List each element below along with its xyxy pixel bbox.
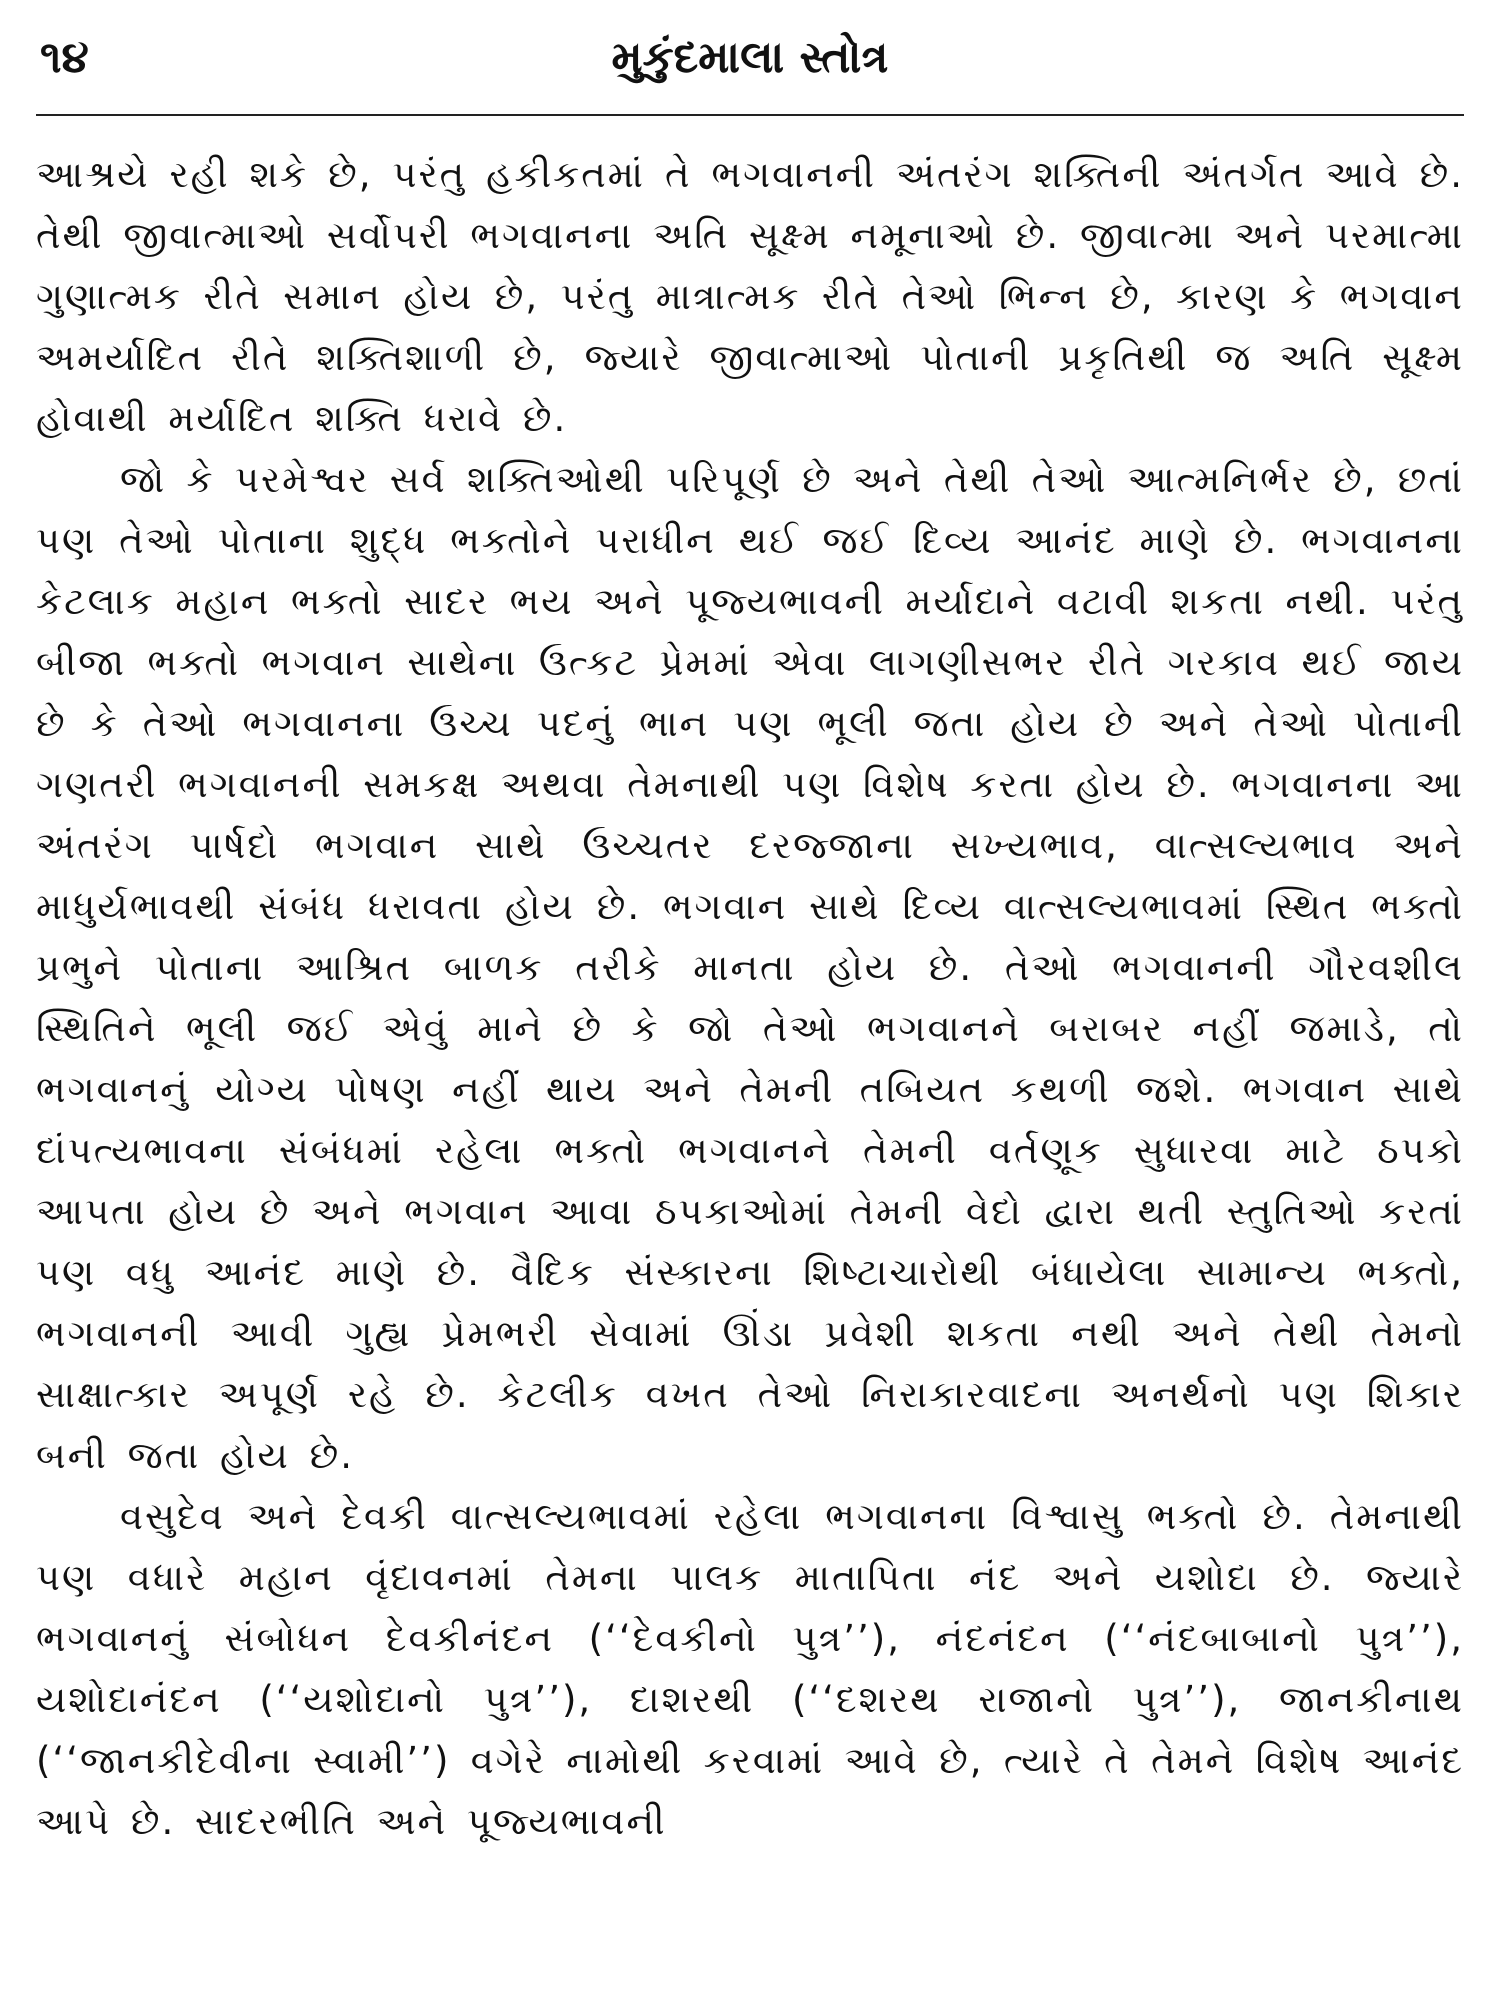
- header-divider: [36, 114, 1464, 116]
- page-title: મુકુંદમાલા સ્તોત્ર: [611, 32, 889, 83]
- paragraph-3: વસુદેવ અને દેવકી વાત્સલ્યભાવમાં રહેલા ભગવાનના વિશ્વાસુ ભક્તો છે. તેમનાથી પણ વધારે મહાન વૃંદાવનમાં તેમના પાલક માતાપિતા નંદ અને યશોદા છે. જ્યારે ભગવાનનું સંબોધન દેવકીનંદન (‘‘દેવકીનો પુત્ર’’), નંદનંદન (‘‘નંદબાબાનો પુત્ર’’), યશોદાનંદન (‘‘યશોદાનો પુત્ર’’), દાશરથી (‘‘દશરથ રાજાનો પુત્ર’’), જાનકીનાથ (‘‘જાનકીદેવીના સ્વામી’’) વગેરે નામોથી કરવામાં આવે છે, ત્યારે તે તેમને વિશેષ આનંદ આપે છે. સાદરભીતિ અને પૂજ્યભાવની: [36, 1495, 1464, 1843]
- paragraph-2: જો કે પરમેશ્વર સર્વ શક્તિઓથી પરિપૂર્ણ છે અને તેથી તેઓ આત્મનિર્ભર છે, છતાં પણ તેઓ પોતાના શુદ્ધ ભક્તોને પરાધીન થઈ જઈ દિવ્ય આનંદ માણે છે. ભગવાનના કેટલાક મહાન ભક્તો સાદર ભય અને પૂજ્યભાવની મર્યાદાને વટાવી શકતા નથી. પરંતુ બીજા ભક્તો ભગવાન સાથેના ઉત્કટ પ્રેમમાં એવા લાગણીસભર રીતે ગરકાવ થઈ જાય છે કે તેઓ ભગવાનના ઉચ્ચ પદનું ભાન પણ ભૂલી જતા હોય છે અને તેઓ પોતાની ગણતરી ભગવાનની સમકક્ષ અથવા તેમનાથી પણ વિશેષ કરતા હોય છે. ભગવાનના આ અંતરંગ પાર્ષદો ભગવાન સાથે ઉચ્ચતર દરજ્જાના સખ્યભાવ, વાત્સલ્યભાવ અને માધુર્યભાવથી સંબંધ ધરાવતા હોય છે. ભગવાન સાથે દિવ્ય વાત્સલ્યભાવમાં સ્થિત ભક્તો પ્રભુને પોતાના આશ્રિત બાળક તરીકે માનતા હોય છે. તેઓ ભગવાનની ગૌરવશીલ સ્થિતિને ભૂલી જઈ એવું માને છે કે જો તેઓ ભગવાનને બરાબર નહીં જમાડે, તો ભગવાનનું યોગ્ય પોષણ નહીં થાય અને તેમની તબિયત કથળી જશે. ભગવાન સાથે દાંપત્યભાવના સંબંધમાં રહેલા ભક્તો ભગવાનને તેમની વર્તણૂક સુધારવા માટે ઠપકો આપતા હોય છે અને ભગવાન આવા ઠપકાઓમાં તેમની વેદો દ્વારા થતી સ્તુતિઓ કરતાં પણ વધુ આનંદ માણે છે. વૈદિક સંસ્કારના શિષ્ટાચારોથી બંધાયેલા સામાન્ય ભક્તો, ભગવાનની આવી ગુહ્ય પ્રેમભરી સેવામાં ઊંડા પ્રવેશી શકતા નથી અને તેથી તેમનો સાક્ષાત્કાર અપૂર્ણ રહે છે. કેટલીક વખત તેઓ નિરાકારવાદના અનર્થનો પણ શિકાર બની જતા હોય છે.: [36, 458, 1464, 1477]
- book-page: [36, 28, 1464, 1852]
- page-number: ૧૪: [40, 32, 89, 83]
- paragraph-1: આશ્રયે રહી શકે છે, પરંતુ હકીકતમાં તે ભગવાનની અંતરંગ શક્તિની અંતર્ગત આવે છે. તેથી જીવાત્માઓ સર્વોપરી ભગવાનના અતિ સૂક્ષ્મ નમૂનાઓ છે. જીવાત્મા અને પરમાત્મા ગુણાત્મક રીતે સમાન હોય છે, પરંતુ માત્રાત્મક રીતે તેઓ ભિન્ન છે, કારણ કે ભગવાન અમર્યાદિત રીતે શક્તિશાળી છે, જ્યારે જીવાત્માઓ પોતાની પ્રકૃતિથી જ અતિ સૂક્ષ્મ હોવાથી મર્યાદિત શક્તિ ધરાવે છે.: [36, 153, 1464, 440]
- page-header: [36, 28, 1464, 98]
- body-text: [36, 144, 1464, 1852]
